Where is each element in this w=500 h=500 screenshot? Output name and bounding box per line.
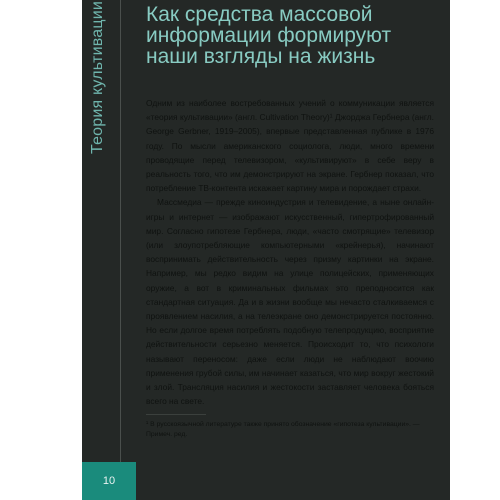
page-number-box	[82, 462, 136, 500]
chapter-side-band	[82, 0, 121, 462]
headline-line-3: наши взгляды на жизнь	[146, 45, 376, 68]
paragraph-1: Одним из наиболее востребованных учений о коммуникации является «теория культивации» (англ. Cultivation Theory)¹ Джорджа Гербнера (англ. George Gerbner, 1919–2005), впервые представленная публике в 1976 году. По мысли американского социолога, люди, много времени проводящие перед телевизором, «культивируют» в себе веру в реальность того, что им демонстрируют на экране. Гербнер показал, что потребление ТВ-контента искажает картину мира и порождает страхи.	[146, 98, 434, 194]
headline-line-1: Как средства массовой	[146, 3, 373, 26]
body-text	[146, 96, 434, 408]
footnote-divider	[146, 414, 206, 415]
page-number: 10	[102, 475, 116, 487]
book-page	[82, 0, 450, 500]
footnote: ¹ В русскоязычной литературе также принято обозначение «гипотеза культивации». — Примеч. ред.	[146, 421, 420, 438]
paragraph-2: Массмедиа — прежде киноиндустрия и телевидение, а ныне онлайн-игры и интернет — изображают искусственный, гипертрофированный мир. Согласно гипотезе Гербнера, люди, «часто смотрящие» телевизор (или злоупотребляющие компьютерными «крейнерья), начинают воспринимать действительность через призму картинки на экране. Например, мы редко видим на улице полицейских, применяющих оружие, а вот в криминальных фильмах это преподносится как стандартная ситуация. Да и в жизни вообще мы нечасто сталкиваемся с проявлением насилия, а на телеэкране оно демонстрируется постоянно. Но если долгое время потреблять подобную телепродукцию, восприятие действительности серьезно меняется. Происходит то, что психологи называют переносом: даже если люди не наблюдают воочию применения грубой силы, им начинает казаться, что мир вокруг жестокий и злой. Трансляция насилия и жестокости заставляет человека бояться всего на свете.	[146, 197, 434, 407]
chapter-title-vertical: Теория культивации	[89, 1, 106, 154]
section-headline	[146, 4, 436, 67]
headline-line-2: информации формируют	[146, 24, 392, 47]
